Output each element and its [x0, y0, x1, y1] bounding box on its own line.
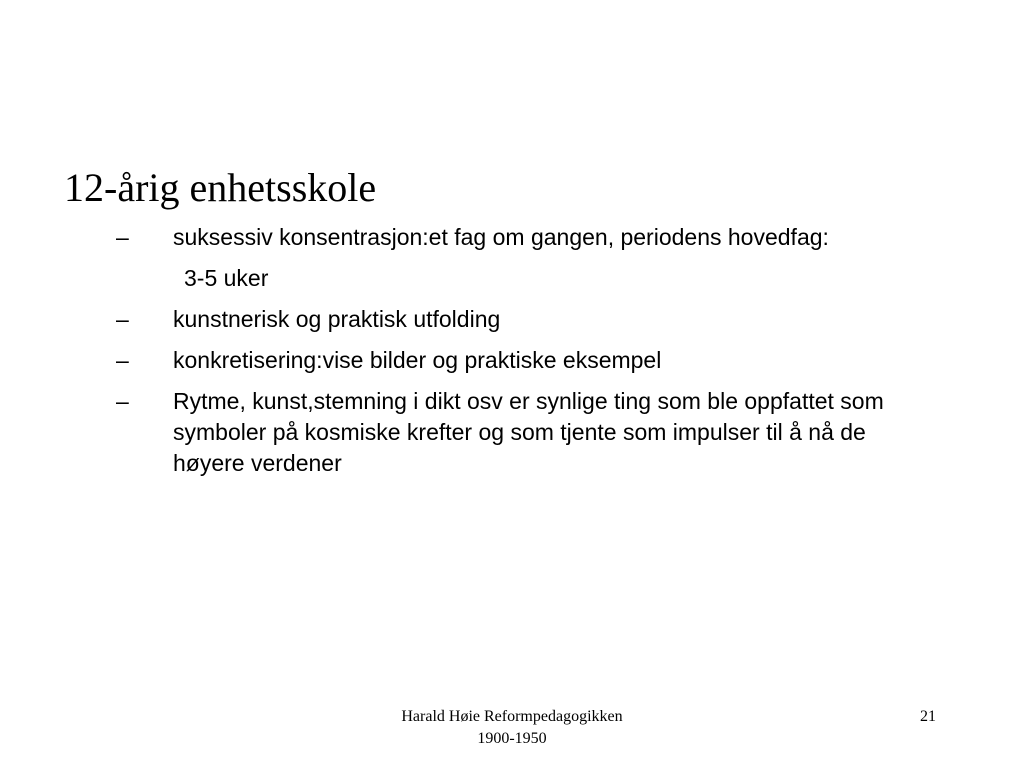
footer-caption — [362, 706, 662, 750]
list-item — [0, 386, 913, 479]
dash-marker: – — [116, 388, 129, 414]
bullet-list — [0, 222, 1024, 489]
list-item — [0, 222, 913, 253]
list-item-text: Rytme, kunst,stemning i dikt osv er synlige ting som ble oppfattet som symboler på kosmiske krefter og som tjente som impulser til å nå de høyere verdener — [173, 388, 884, 476]
list-item-text: konkretisering:vise bilder og praktiske eksempel — [173, 347, 662, 373]
footer-author-title: Harald Høie Reformpedagogikken — [401, 708, 623, 725]
slide-title: 12-årig enhetsskole — [64, 165, 377, 210]
dash-marker: – — [116, 224, 129, 250]
footer-years: 1900-1950 — [477, 730, 547, 747]
list-item — [0, 304, 913, 335]
list-item-text: 3-5 uker — [184, 265, 269, 291]
dash-marker: – — [116, 306, 129, 332]
list-item-text: kunstnerisk og praktisk utfolding — [173, 306, 501, 332]
list-item-text: suksessiv konsentrasjon:et fag om gangen, periodens hovedfag: — [173, 224, 829, 250]
dash-marker: – — [116, 347, 129, 373]
page-number: 21 — [920, 708, 936, 725]
list-item-continuation — [0, 263, 884, 294]
list-item — [0, 345, 913, 376]
